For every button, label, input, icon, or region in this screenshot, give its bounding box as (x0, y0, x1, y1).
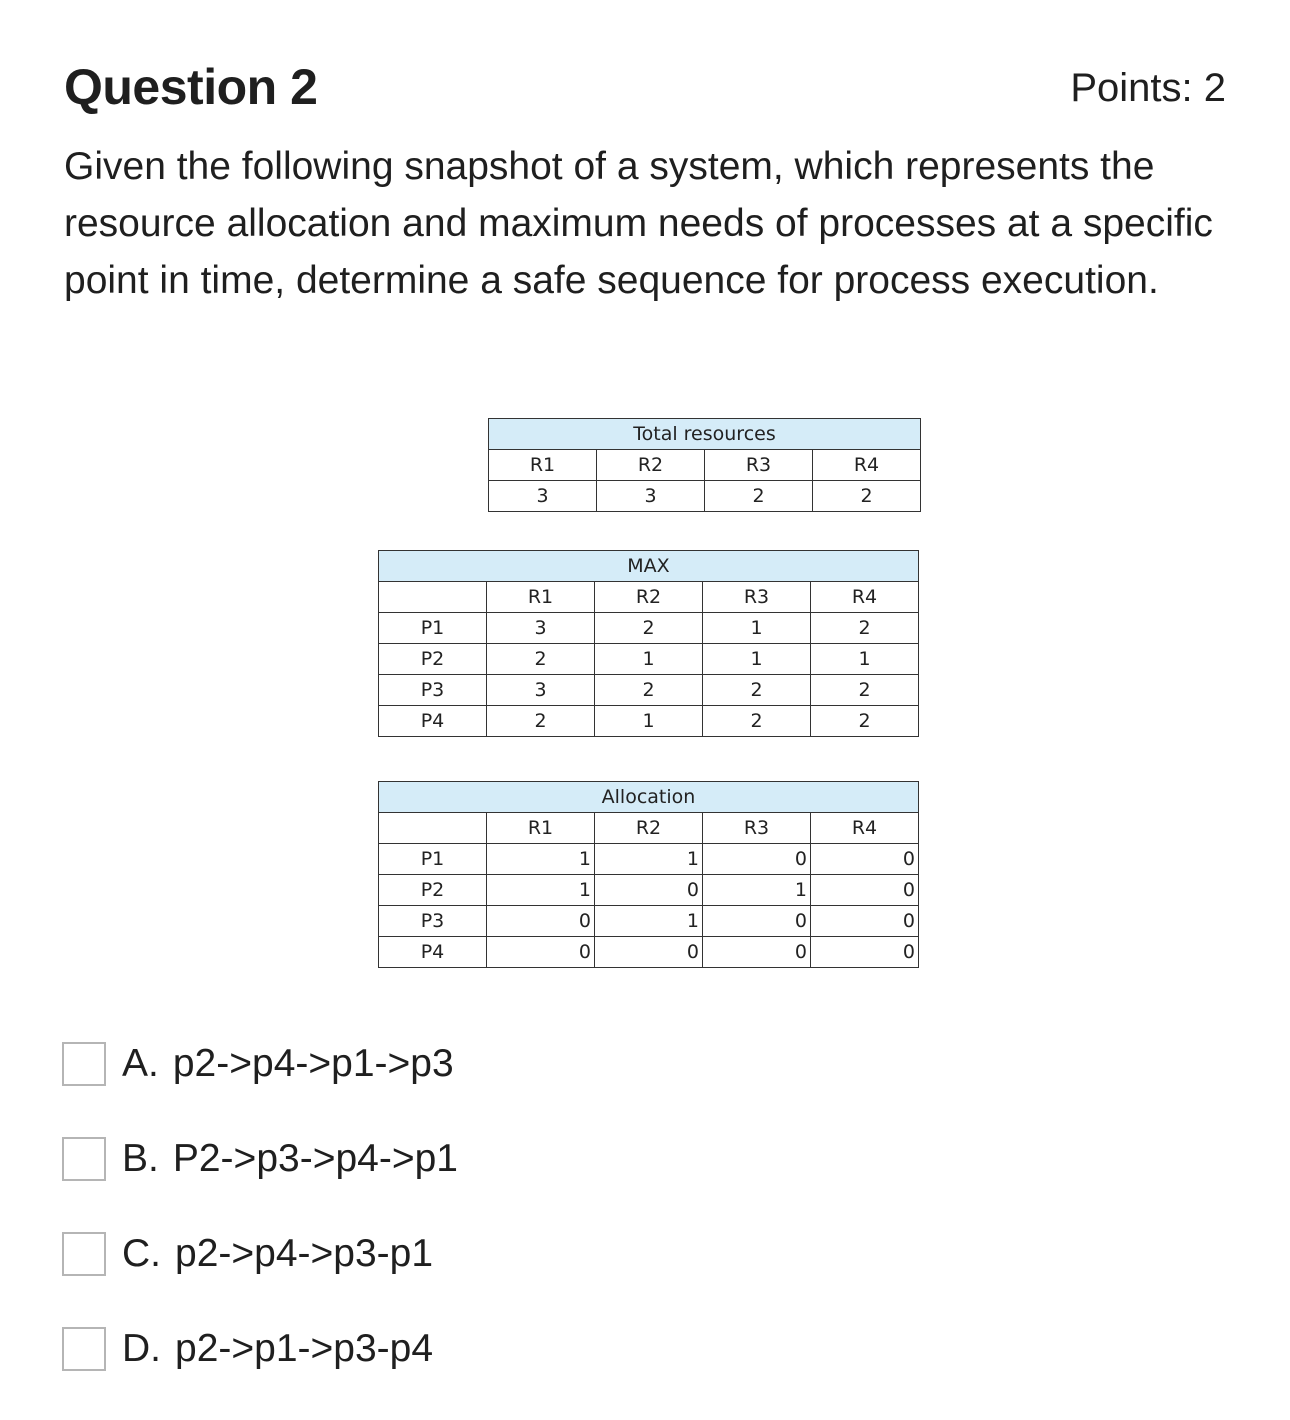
column-header: R2 (595, 813, 703, 844)
table-cell: 0 (703, 844, 811, 875)
corner-cell (379, 582, 487, 613)
table-cell: 2 (595, 675, 703, 706)
table-cell: 2 (487, 706, 595, 737)
table-title: MAX (379, 551, 919, 582)
table-row (379, 875, 919, 906)
total-resources-table (488, 418, 921, 512)
table-cell: 0 (811, 875, 919, 906)
table-cell: 0 (487, 906, 595, 937)
table-cell: 3 (487, 675, 595, 706)
table-cell: 0 (487, 937, 595, 968)
allocation-table (378, 781, 919, 968)
row-header: P2 (379, 875, 487, 906)
table-cell: 1 (487, 844, 595, 875)
table-cell: 2 (813, 481, 921, 512)
column-header: R1 (487, 813, 595, 844)
table-row (379, 906, 919, 937)
table-cell: 3 (597, 481, 705, 512)
table-row (379, 937, 919, 968)
max-table (378, 550, 919, 737)
column-header: R3 (705, 450, 813, 481)
row-header: P3 (379, 675, 487, 706)
table-cell: 1 (703, 644, 811, 675)
row-header: P1 (379, 613, 487, 644)
table-title: Total resources (489, 419, 921, 450)
option-text: p2->p4->p1->p3 (172, 1042, 454, 1085)
option-text: P2->p3->p4->p1 (172, 1137, 458, 1180)
option-letter: B. (122, 1137, 159, 1180)
table-cell: 2 (595, 613, 703, 644)
table-cell: 2 (703, 706, 811, 737)
option-d-checkbox[interactable] (62, 1327, 106, 1371)
row-header: P2 (379, 644, 487, 675)
points-label: Points: 2 (1070, 66, 1226, 110)
table-cell: 0 (703, 937, 811, 968)
table-row (379, 706, 919, 737)
table-cell: 1 (595, 706, 703, 737)
option-letter: C. (122, 1232, 161, 1275)
option-c-checkbox[interactable] (62, 1232, 106, 1276)
table-cell: 2 (811, 613, 919, 644)
question-title: Question 2 (64, 59, 318, 115)
table-cell: 2 (811, 675, 919, 706)
table-cell: 0 (811, 906, 919, 937)
table-cell: 1 (595, 644, 703, 675)
column-header: R1 (489, 450, 597, 481)
row-header: P4 (379, 706, 487, 737)
option-c[interactable] (62, 1230, 458, 1278)
option-letter: A. (122, 1042, 159, 1085)
option-b[interactable] (62, 1135, 458, 1183)
row-header: P4 (379, 937, 487, 968)
column-header: R3 (703, 582, 811, 613)
option-text: p2->p1->p3-p4 (175, 1327, 434, 1370)
table-cell: 1 (703, 613, 811, 644)
table-cell: 1 (595, 906, 703, 937)
corner-cell (379, 813, 487, 844)
table-cell: 1 (703, 875, 811, 906)
table-cell: 3 (489, 481, 597, 512)
column-header: R1 (487, 582, 595, 613)
table-cell: 1 (811, 644, 919, 675)
table-cell: 1 (487, 875, 595, 906)
column-header: R4 (811, 813, 919, 844)
option-a[interactable] (62, 1040, 458, 1088)
table-cell: 2 (705, 481, 813, 512)
row-header: P1 (379, 844, 487, 875)
option-a-checkbox[interactable] (62, 1042, 106, 1086)
table-cell: 1 (595, 844, 703, 875)
table-cell: 2 (811, 706, 919, 737)
table-cell: 0 (703, 906, 811, 937)
column-header: R2 (595, 582, 703, 613)
table-cell: 2 (487, 644, 595, 675)
question-prompt: Given the following snapshot of a system, which represents the resource allocation and maximum needs of processes at a specific point in time, determine a safe sequence for process execution. (64, 145, 1213, 302)
option-letter: D. (122, 1327, 161, 1370)
column-header: R3 (703, 813, 811, 844)
table-row (379, 613, 919, 644)
table-row (379, 644, 919, 675)
column-header: R4 (811, 582, 919, 613)
table-title: Allocation (379, 782, 919, 813)
column-header: R4 (813, 450, 921, 481)
table-cell: 0 (595, 937, 703, 968)
table-cell: 0 (595, 875, 703, 906)
option-d[interactable] (62, 1325, 458, 1373)
option-b-checkbox[interactable] (62, 1137, 106, 1181)
table-cell: 3 (487, 613, 595, 644)
table-cell: 0 (811, 937, 919, 968)
column-header: R2 (597, 450, 705, 481)
table-row (379, 675, 919, 706)
option-text: p2->p4->p3-p1 (175, 1232, 434, 1275)
table-cell: 2 (703, 675, 811, 706)
table-cell: 0 (811, 844, 919, 875)
row-header: P3 (379, 906, 487, 937)
answer-options (62, 1040, 458, 1420)
table-row (379, 844, 919, 875)
